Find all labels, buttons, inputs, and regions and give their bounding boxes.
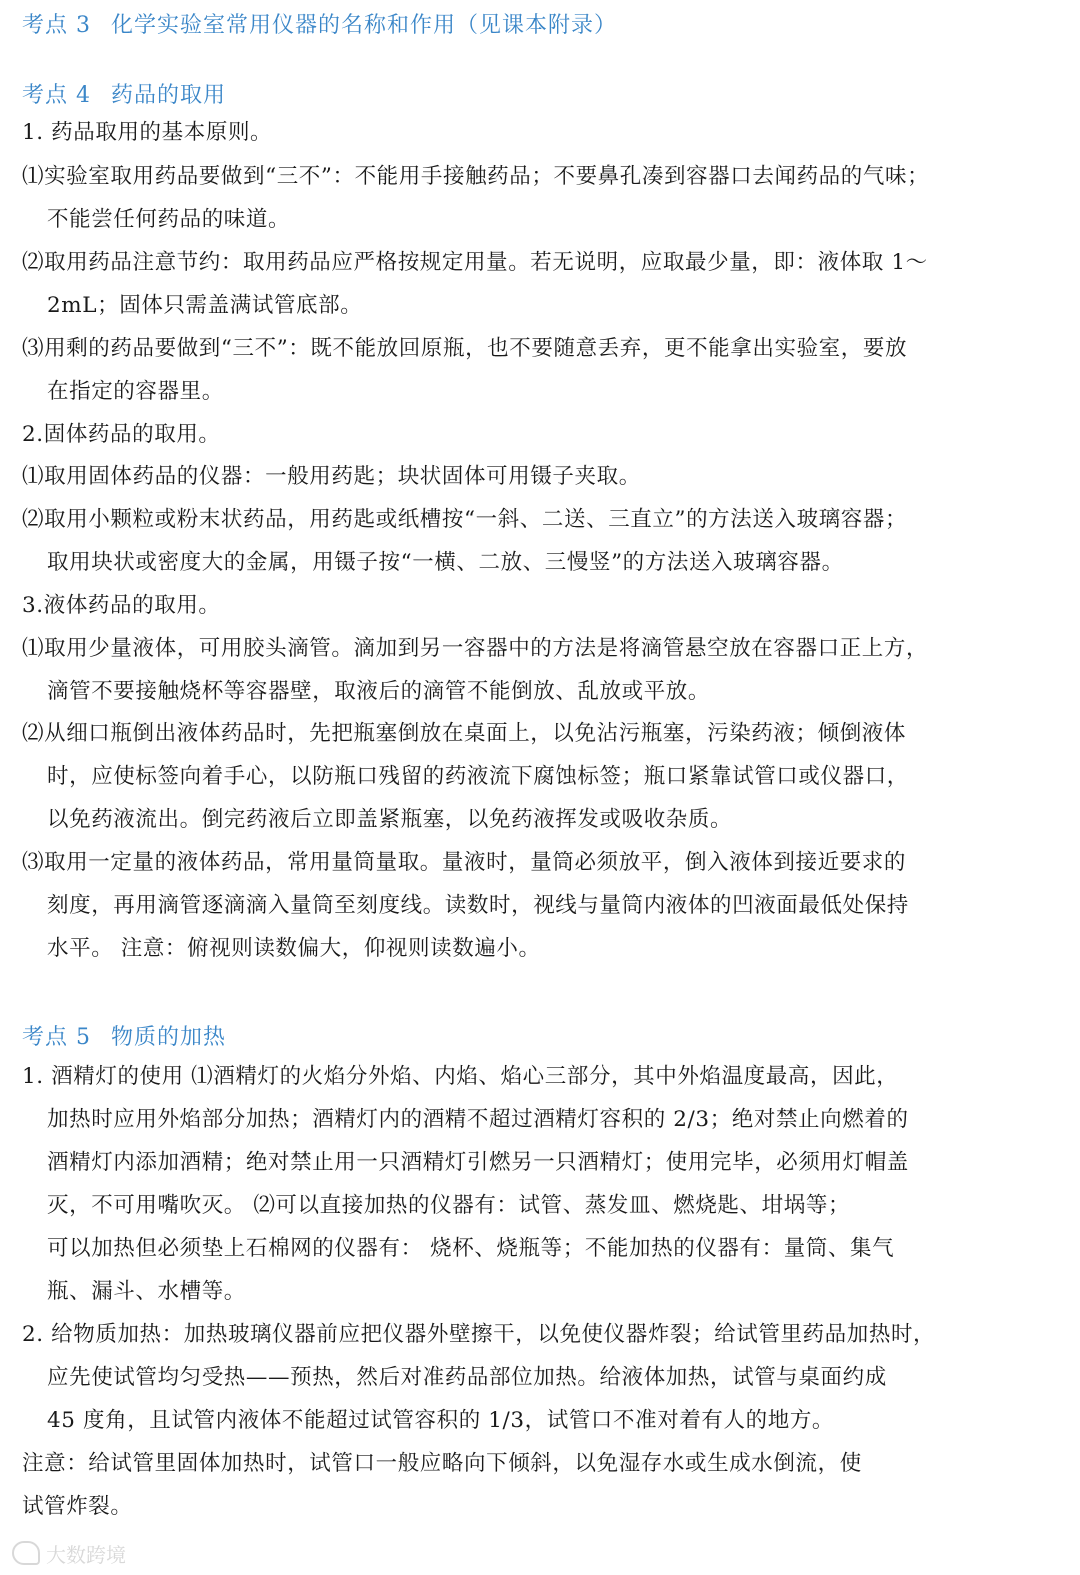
text-line: 可以加热但必须垫上石棉网的仪器有： 烧杯、烧瓶等；不能加热的仪器有：量筒、集气 bbox=[47, 1236, 895, 1261]
text-line: 不能尝任何药品的味道。 bbox=[47, 207, 291, 232]
text-line: 滴管不要接触烧杯等容器壁，取液后的滴管不能倒放、乱放或平放。 bbox=[47, 679, 711, 704]
text-line: 2. 给物质加热：加热玻璃仪器前应把仪器外壁擦干，以免使仪器炸裂；给试管里药品加热时， bbox=[22, 1322, 936, 1347]
text-line: 酒精灯内添加酒精；绝对禁止用一只酒精灯引燃另一只酒精灯；使用完毕，必须用灯帽盖 bbox=[47, 1150, 909, 1175]
text-line: 灭，不可用嘴吹灭。 ⑵可以直接加热的仪器有：试管、蒸发皿、燃烧匙、坩埚等； bbox=[47, 1193, 851, 1218]
text-line: ⑴实验室取用药品要做到“三不”：不能用手接触药品；不要鼻孔凑到容器口去闻药品的气味； bbox=[22, 164, 930, 189]
text-line: 注意：给试管里固体加热时，试管口一般应略向下倾斜，以免湿存水或生成水倒流，使 bbox=[22, 1451, 862, 1476]
text-line: 2.固体药品的取用。 bbox=[22, 422, 221, 447]
section-number: 考点 5 bbox=[22, 1025, 91, 1050]
text-line: ⑴取用固体药品的仪器：一般用药匙；块状固体可用镊子夹取。 bbox=[22, 464, 641, 489]
text-line: 以免药液流出。倒完药液后立即盖紧瓶塞，以免药液挥发或吸收杂质。 bbox=[47, 807, 733, 832]
text-line: ⑵取用小颗粒或粉末状药品，用药匙或纸槽按“一斜、二送、三直立”的方法送入玻璃容器； bbox=[22, 507, 908, 532]
text-line: 加热时应用外焰部分加热；酒精灯内的酒精不超过酒精灯容积的 2/3；绝对禁止向燃着的 bbox=[47, 1107, 909, 1132]
section-number: 考点 4 bbox=[22, 83, 91, 108]
text-line: 取用块状或密度大的金属，用镊子按“一横、二放、三慢竖”的方法送入玻璃容器。 bbox=[47, 550, 844, 575]
text-line: 刻度，再用滴管逐滴滴入量筒至刻度线。读数时，视线与量筒内液体的凹液面最低处保持 bbox=[47, 893, 909, 918]
text-line: 3.液体药品的取用。 bbox=[22, 593, 221, 618]
text-line: ⑵取用药品注意节约：取用药品应严格按规定用量。若无说明，应取最少量，即：液体取 1～ bbox=[22, 250, 928, 275]
text-line: 瓶、漏斗、水槽等。 bbox=[47, 1279, 246, 1304]
text-line: 2mL；固体只需盖满试管底部。 bbox=[47, 293, 363, 318]
text-line: ⑶用剩的药品要做到“三不”：既不能放回原瓶，也不要随意丢弃，更不能拿出实验室，要放 bbox=[22, 336, 908, 361]
text-line: ⑶取用一定量的液体药品，常用量筒量取。量液时，量筒必须放平，倒入液体到接近要求的 bbox=[22, 850, 907, 875]
text-line: 1. 药品取用的基本原则。 bbox=[22, 120, 273, 145]
section-title: 药品的取用 bbox=[111, 83, 227, 108]
text-line: ⑴取用少量液体，可用胶头滴管。滴加到另一容器中的方法是将滴管悬空放在容器口正上方， bbox=[22, 636, 929, 661]
watermark bbox=[12, 1533, 126, 1573]
text-line: 45 度角，且试管内液体不能超过试管容积的 1/3，试管口不准对着有人的地方。 bbox=[47, 1408, 835, 1433]
section-heading-5 bbox=[22, 1020, 226, 1051]
section-title: 化学实验室常用仪器的名称和作用（见课本附录） bbox=[111, 13, 618, 38]
text-line: 试管炸裂。 bbox=[22, 1494, 133, 1519]
watermark-text: 大数跨境 bbox=[46, 1542, 126, 1567]
text-line: 在指定的容器里。 bbox=[47, 379, 224, 404]
section-heading-3 bbox=[22, 8, 617, 39]
text-line: 水平。 注意：俯视则读数偏大，仰视则读数遍小。 bbox=[47, 936, 541, 961]
text-line: ⑵从细口瓶倒出液体药品时，先把瓶塞倒放在桌面上，以免沾污瓶塞，污染药液；倾倒液体 bbox=[22, 721, 907, 746]
section-number: 考点 3 bbox=[22, 13, 91, 38]
text-line: 1. 酒精灯的使用 ⑴酒精灯的火焰分外焰、内焰、焰心三部分，其中外焰温度最高，因此， bbox=[22, 1064, 899, 1089]
watermark-logo-icon bbox=[12, 1541, 40, 1565]
text-line: 时，应使标签向着手心，以防瓶口残留的药液流下腐蚀标签；瓶口紧靠试管口或仪器口， bbox=[47, 764, 909, 789]
section-title: 物质的加热 bbox=[111, 1025, 227, 1050]
section-heading-4 bbox=[22, 78, 226, 109]
text-line: 应先使试管均匀受热——预热，然后对准药品部位加热。给液体加热，试管与桌面约成 bbox=[47, 1365, 887, 1390]
